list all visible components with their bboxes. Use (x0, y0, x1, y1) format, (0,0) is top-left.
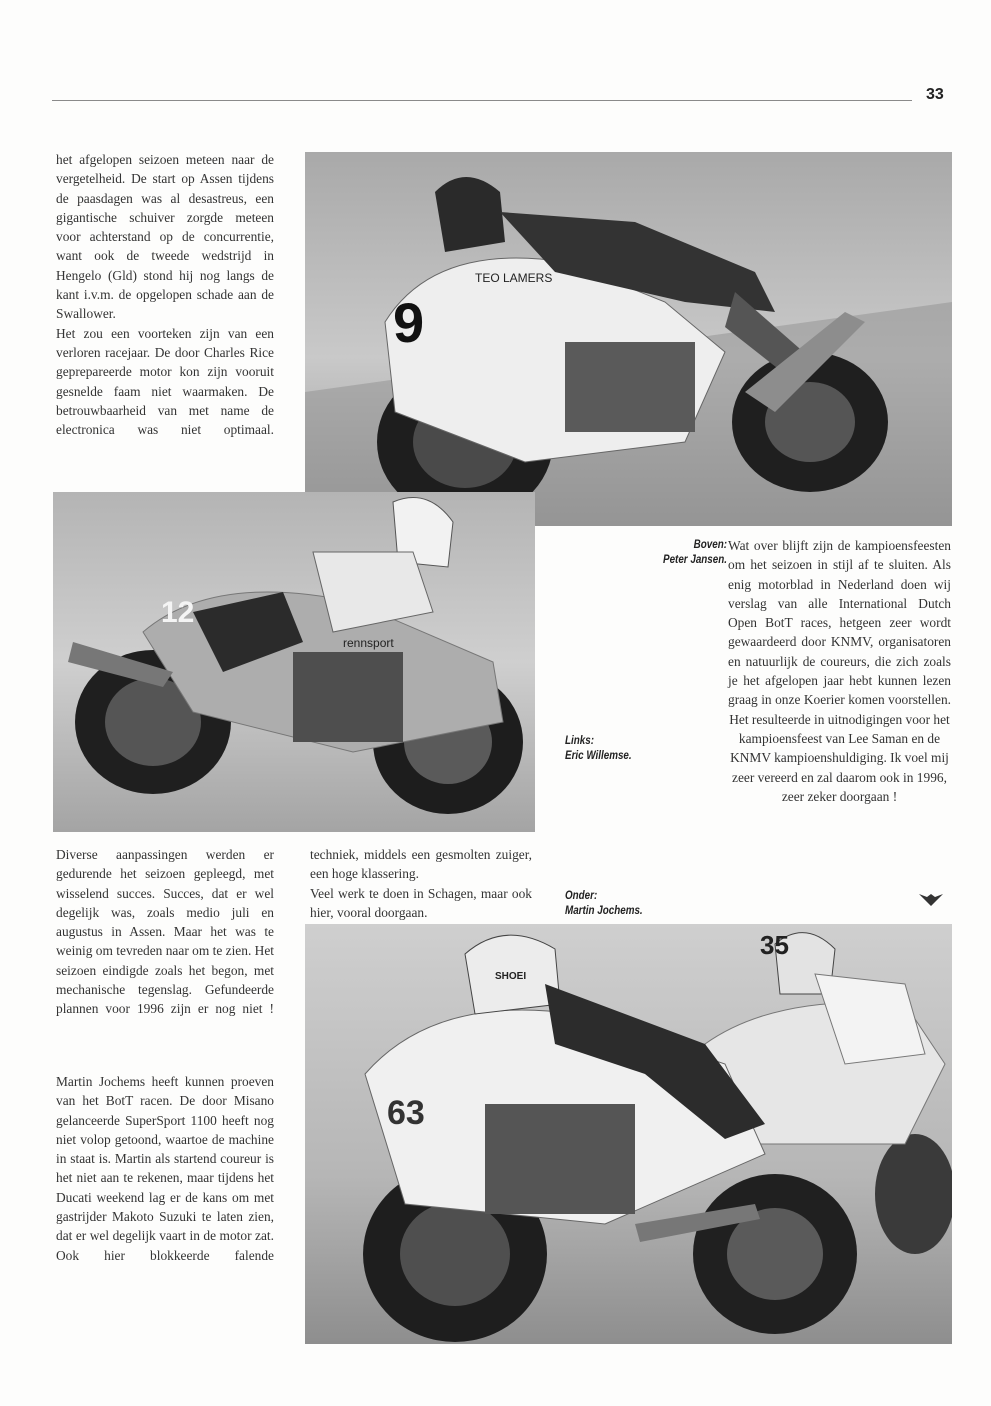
photo-martin-jochems (305, 924, 952, 1344)
race-number: 9 (393, 291, 425, 354)
paragraph: het afgelopen seizoen meteen naar de vergetelheid. De start op Assen tijdens de paasdagen was al desastreus, een gigantische schuiver zorgde meteen voor achterstand op de concurrentie, want ook de tweede wedstrijd in Hengelo (Gld) stond hij nog langs de kant i.v.m. de opgelopen schade aan de Swallower. (56, 152, 274, 322)
sponsor-label: TEO LAMERS (475, 271, 553, 285)
article-column-1-middle (56, 845, 274, 1019)
caption-label: Boven: (693, 537, 727, 551)
paragraph: Martin Jochems heeft kunnen proeven van het BotT racen. De door Misano gelanceerde SuperSport 1100 heeft nog niet volop getoond, waartoe de machine in staat is. Martin als startend coureur is het niet aan te rekenen, maar tijdens het Ducati weekend lag er de kans om met gastrijder Makoto Suzuki te laten zien, dat er wel degelijk vaart in de motor zat. Ook hier blokkeerde falende (56, 1074, 274, 1263)
caption-name: Eric Willemse. (565, 748, 632, 762)
header-rule (52, 100, 912, 101)
race-number: 35 (760, 930, 789, 960)
paragraph: Wat over blijft zijn de kampioensfeesten om het seizoen in stijl af te sluiten. Als enig motorblad in Nederland doen wij verslag van alle International Dutch Open BotT races, hetgeen zeer wordt gewaardeerd door KNMV, organisatoren en natuurlijk de coureurs, die zich zoals je het afgelopen jaar hebt kunnen lezen graag in onze Koerier komen voorstellen. (728, 538, 951, 708)
caption-name: Martin Jochems. (565, 903, 643, 917)
paragraph: techniek, middels een gesmolten zuiger, een hoge klassering. (310, 847, 532, 882)
paragraph: Het resulteerde in uitnodigingen voor het kampioensfeest van Lee Saman en de KNMV kampioenshuldiging. Ik voel mij zeer vereerd en zal daarom ook in 1996, zeer zeker doorgaan ! (729, 711, 950, 804)
race-number: 63 (387, 1094, 425, 1132)
sponsor-label: rennsport (343, 636, 394, 650)
race-number: 12 (161, 596, 195, 629)
article-column-2 (310, 845, 532, 922)
paragraph: Het zou een voorteken zijn van een verloren racejaar. De door Charles Rice geprepareerde motor kon zijn vooruit gesnelde faam niet waarmaken. De betrouwbaarheid van met name de electronica was niet optimaal. (56, 325, 274, 438)
article-column-1-top (56, 150, 274, 439)
photo-eric-willemse (53, 492, 535, 832)
eagle-emblem-icon (918, 890, 944, 908)
paragraph: Veel werk te doen in Schagen, maar ook hier, vooral doorgaan. (310, 885, 532, 920)
caption-left (565, 733, 632, 763)
caption-label: Onder: (565, 888, 598, 902)
article-column-1-bottom (56, 1072, 274, 1265)
paragraph: Diverse aanpassingen werden er gedurende het seizoen gepleegd, met wisselend succes. Succes, dat er wel degelijk was, zoals medio juli en augustus in Assen. Maar het was te weinig om tevreden naar om te zien. Het seizoen eindigde zoals het begon, met mechanische tegenslag. Gefundeerde plannen voor 1996 zijn er nog niet ! (56, 847, 274, 1017)
caption-name: Peter Jansen. (663, 552, 727, 566)
photo-peter-jansen (305, 152, 952, 526)
caption-label: Links: (565, 733, 594, 747)
article-column-3 (728, 536, 951, 806)
helmet-brand: SHOEI (495, 971, 527, 982)
caption-bottom (565, 888, 643, 918)
caption-top (629, 537, 727, 567)
page-number: 33 (926, 86, 944, 103)
